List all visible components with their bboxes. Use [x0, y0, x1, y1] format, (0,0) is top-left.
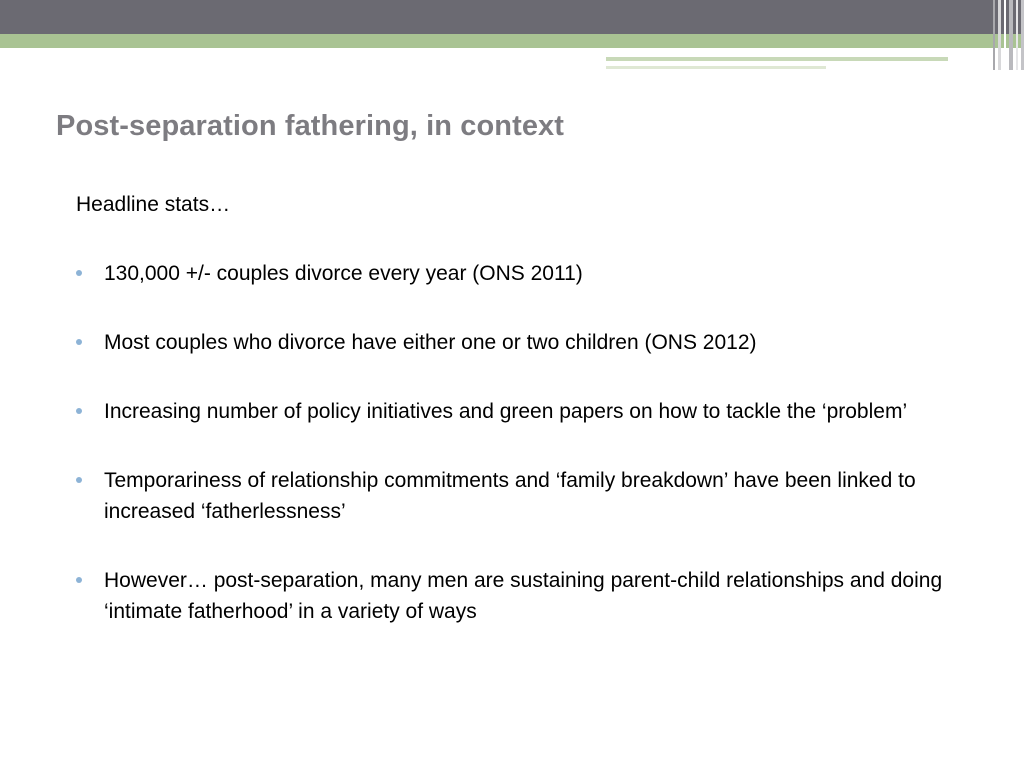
edge-stripes — [990, 0, 1024, 70]
bullet-dot-icon — [76, 408, 82, 414]
intro-text: Headline stats… — [76, 193, 231, 216]
bullet-item — [76, 465, 956, 527]
bullet-text: 130,000 +/- couples divorce every year (ONS 2011) — [104, 262, 583, 285]
bullet-dot-icon — [76, 577, 82, 583]
accent-line-secondary — [606, 66, 826, 69]
bullet-dot-icon — [76, 339, 82, 345]
bullet-dot-icon — [76, 477, 82, 483]
bullet-item — [76, 565, 956, 627]
accent-band — [0, 34, 1024, 48]
bullet-item — [76, 396, 956, 427]
bullet-text: Increasing number of policy initiatives and green papers on how to tackle the ‘problem’ — [104, 400, 908, 423]
slide-content — [76, 189, 956, 665]
bullet-item — [76, 258, 956, 289]
accent-line — [606, 57, 948, 61]
bullet-item — [76, 327, 956, 358]
bullet-dot-icon — [76, 270, 82, 276]
header-band — [0, 0, 1024, 34]
bullet-text: Most couples who divorce have either one or two children (ONS 2012) — [104, 331, 757, 354]
bullet-list — [76, 258, 956, 627]
bullet-text: However… post-separation, many men are sustaining parent-child relationships and doing ‘intimate fatherhood’ in a variety of ways — [104, 569, 943, 623]
slide-title: Post-separation fathering, in context — [56, 110, 565, 142]
bullet-text: Temporariness of relationship commitments and ‘family breakdown’ have been linked to increased ‘fatherlessness’ — [104, 469, 916, 523]
